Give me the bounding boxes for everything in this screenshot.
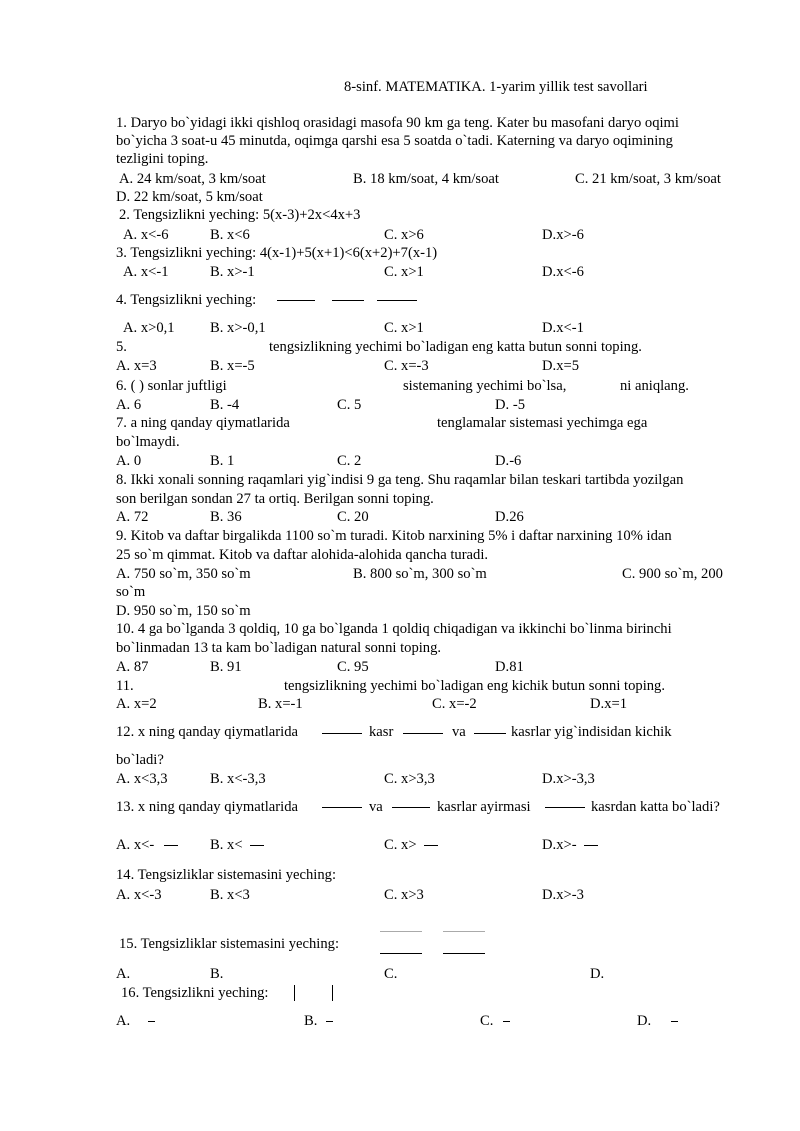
- answer-2b: B. x<6: [210, 227, 250, 243]
- question-8-text-2: son berilgan sondan 27 ta ortiq. Berilgan sonni toping.: [116, 491, 434, 507]
- answer-1b: B. 18 km/soat, 4 km/soat: [353, 171, 499, 187]
- answer-3a: A. x<-1: [123, 264, 169, 280]
- question-2-text: 2. Tengsizlikni yeching: 5(x-3)+2x<4x+3: [119, 207, 361, 223]
- question-8-text: 8. Ikki xonali sonning raqamlari yig`indisi 9 ga teng. Shu raqamlar bilan teskari tartibda yozilgan: [116, 472, 684, 488]
- answer-9b: B. 800 so`m, 300 so`m: [353, 566, 487, 582]
- answer-12c: C. x>3,3: [384, 771, 435, 787]
- answer-13c: C. x>: [384, 837, 417, 853]
- answer-1a: A. 24 km/soat, 3 km/soat: [119, 171, 266, 187]
- answer-1d: D. 22 km/soat, 5 km/soat: [116, 189, 263, 205]
- answer-11d: D.x=1: [590, 696, 628, 712]
- question-10-text-2: bo`linmadan 13 ta kam bo`ladigan natural sonni toping.: [116, 640, 442, 656]
- answer-3d: D.x<-6: [542, 264, 584, 280]
- answer-14c: C. x>3: [384, 887, 424, 903]
- question-1-text: 1. Daryo bo`yidagi ikki qishloq orasidagi masofa 90 km ga teng. Kater bu masofani daryo oqimi: [116, 115, 679, 131]
- answer-15c: C.: [384, 966, 398, 982]
- question-11-text: tengsizlikning yechimi bo`ladigan eng kichik butun sonni toping.: [284, 678, 666, 694]
- question-15-text: 15. Tengsizliklar sistemasini yeching:: [119, 936, 340, 952]
- fraction-bar: [474, 733, 506, 734]
- answer-15d: D.: [590, 966, 605, 982]
- question-4-text: 4. Tengsizlikni yeching:: [116, 292, 257, 308]
- question-1-text-2: bo`yicha 3 soat-u 45 minutda, oqimga qarshi esa 5 soatda o`tadi. Katerning va daryo oqimining: [116, 133, 673, 149]
- answer-2a: A. x<-6: [123, 227, 169, 243]
- fraction-bar: [443, 953, 485, 954]
- fraction-bar: [380, 953, 422, 954]
- answer-16b: B.: [304, 1013, 318, 1029]
- fraction-bar: [326, 1021, 333, 1022]
- answer-5a: A. x=3: [116, 358, 157, 374]
- question-12-text-4: kasrlar yig`indisidan kichik: [511, 724, 672, 740]
- answer-10a: A. 87: [116, 659, 149, 675]
- answer-4d: D.x<-1: [542, 320, 584, 336]
- page-title: 8-sinf. MATEMATIKA. 1-yarim yillik test savollari: [344, 79, 648, 95]
- absolute-value-bar: [294, 985, 295, 1001]
- fraction-bar: [392, 807, 430, 808]
- answer-15a: A.: [116, 966, 131, 982]
- answer-6b: B. -4: [210, 397, 240, 413]
- question-13-text-2: va: [369, 799, 383, 815]
- answer-4b: B. x>-0,1: [210, 320, 266, 336]
- question-13-text: 13. x ning qanday qiymatlarida: [116, 799, 298, 815]
- answer-12a: A. x<3,3: [116, 771, 168, 787]
- question-3-text: 3. Tengsizlikni yeching: 4(x-1)+5(x+1)<6(x+2)+7(x-1): [116, 245, 438, 261]
- question-13-text-4: kasrdan katta bo`ladi?: [591, 799, 720, 815]
- question-5-text: tengsizlikning yechimi bo`ladigan eng katta butun sonni toping.: [269, 339, 642, 355]
- answer-16d: D.: [637, 1013, 652, 1029]
- answer-1c: C. 21 km/soat, 3 km/soat: [575, 171, 721, 187]
- answer-11a: A. x=2: [116, 696, 157, 712]
- answer-9d: D. 950 so`m, 150 so`m: [116, 603, 251, 619]
- question-12-text: 12. x ning qanday qiymatlarida: [116, 724, 298, 740]
- answer-9c-cont: so`m: [116, 584, 146, 600]
- fraction-bar: [424, 845, 438, 846]
- answer-8d: D.26: [495, 509, 524, 525]
- answer-7d: D.-6: [495, 453, 522, 469]
- answer-16c: C.: [480, 1013, 494, 1029]
- answer-13a: A. x<-: [116, 837, 155, 853]
- answer-3b: B. x>-1: [210, 264, 255, 280]
- fraction-bar: [332, 300, 364, 301]
- answer-14d: D.x>-3: [542, 887, 584, 903]
- question-16-text: 16. Tengsizlikni yeching:: [121, 985, 269, 1001]
- fraction-bar: [148, 1021, 155, 1022]
- question-6-text: 6. ( ) sonlar juftligi: [116, 378, 227, 394]
- fraction-bar: [250, 845, 264, 846]
- answer-11b: B. x=-1: [258, 696, 303, 712]
- fraction-bar: [377, 300, 417, 301]
- question-7-text: 7. a ning qanday qiymatlarida: [116, 415, 290, 431]
- fraction-bar: [277, 300, 315, 301]
- answer-14a: A. x<-3: [116, 887, 162, 903]
- fraction-bar: [322, 733, 362, 734]
- answer-10c: C. 95: [337, 659, 369, 675]
- answer-16a: A.: [116, 1013, 131, 1029]
- question-12-text-3: va: [452, 724, 466, 740]
- answer-2c: C. x>6: [384, 227, 424, 243]
- answer-12d: D.x>-3,3: [542, 771, 595, 787]
- question-14-text: 14. Tengsizliklar sistemasini yeching:: [116, 867, 337, 883]
- answer-6c: C. 5: [337, 397, 362, 413]
- answer-15b: B.: [210, 966, 224, 982]
- answer-7a: A. 0: [116, 453, 142, 469]
- answer-2d: D.x>-6: [542, 227, 584, 243]
- answer-13b: B. x<: [210, 837, 243, 853]
- absolute-value-bar: [332, 985, 333, 1001]
- question-12-text-5: bo`ladi?: [116, 752, 164, 768]
- answer-6a: A. 6: [116, 397, 142, 413]
- answer-9c: C. 900 so`m, 200: [622, 566, 723, 582]
- fraction-bar: [503, 1021, 510, 1022]
- answer-4a: A. x>0,1: [123, 320, 175, 336]
- answer-5b: B. x=-5: [210, 358, 255, 374]
- answer-5d: D.x=5: [542, 358, 580, 374]
- answer-3c: C. x>1: [384, 264, 424, 280]
- fraction-bar: [403, 733, 443, 734]
- question-12-text-2: kasr: [369, 724, 394, 740]
- answer-7b: B. 1: [210, 453, 235, 469]
- answer-8b: B. 36: [210, 509, 242, 525]
- question-7-text-2: tenglamalar sistemasi yechimga ega: [437, 415, 648, 431]
- answer-13d: D.x>-: [542, 837, 577, 853]
- fraction-bar: [380, 931, 422, 932]
- answer-8a: A. 72: [116, 509, 149, 525]
- fraction-bar: [545, 807, 585, 808]
- answer-5c: C. x=-3: [384, 358, 429, 374]
- answer-14b: B. x<3: [210, 887, 250, 903]
- answer-10b: B. 91: [210, 659, 242, 675]
- fraction-bar: [671, 1021, 678, 1022]
- answer-9a: A. 750 so`m, 350 so`m: [116, 566, 251, 582]
- fraction-bar: [584, 845, 598, 846]
- question-5-number: 5.: [116, 339, 127, 355]
- answer-8c: C. 20: [337, 509, 369, 525]
- answer-12b: B. x<-3,3: [210, 771, 266, 787]
- question-6-text-2: sistemaning yechimi bo`lsa,: [403, 378, 567, 394]
- answer-11c: C. x=-2: [432, 696, 477, 712]
- question-9-text: 9. Kitob va daftar birgalikda 1100 so`m turadi. Kitob narxining 5% i daftar narxining 10% idan: [116, 528, 672, 544]
- answer-7c: C. 2: [337, 453, 362, 469]
- question-10-text: 10. 4 ga bo`lganda 3 qoldiq, 10 ga bo`lganda 1 qoldiq chiqadigan va ikkinchi bo`linma birinchi: [116, 621, 672, 637]
- answer-10d: D.81: [495, 659, 524, 675]
- question-1-text-3: tezligini toping.: [116, 151, 209, 167]
- answer-6d: D. -5: [495, 397, 525, 413]
- answer-4c: C. x>1: [384, 320, 424, 336]
- question-11-number: 11.: [116, 678, 134, 694]
- question-6-text-3: ni aniqlang.: [620, 378, 689, 394]
- question-9-text-2: 25 so`m qimmat. Kitob va daftar alohida-alohida qancha turadi.: [116, 547, 489, 563]
- fraction-bar: [322, 807, 362, 808]
- fraction-bar: [443, 931, 485, 932]
- fraction-bar: [164, 845, 178, 846]
- question-13-text-3: kasrlar ayirmasi: [437, 799, 531, 815]
- question-7-text-3: bo`lmaydi.: [116, 434, 180, 450]
